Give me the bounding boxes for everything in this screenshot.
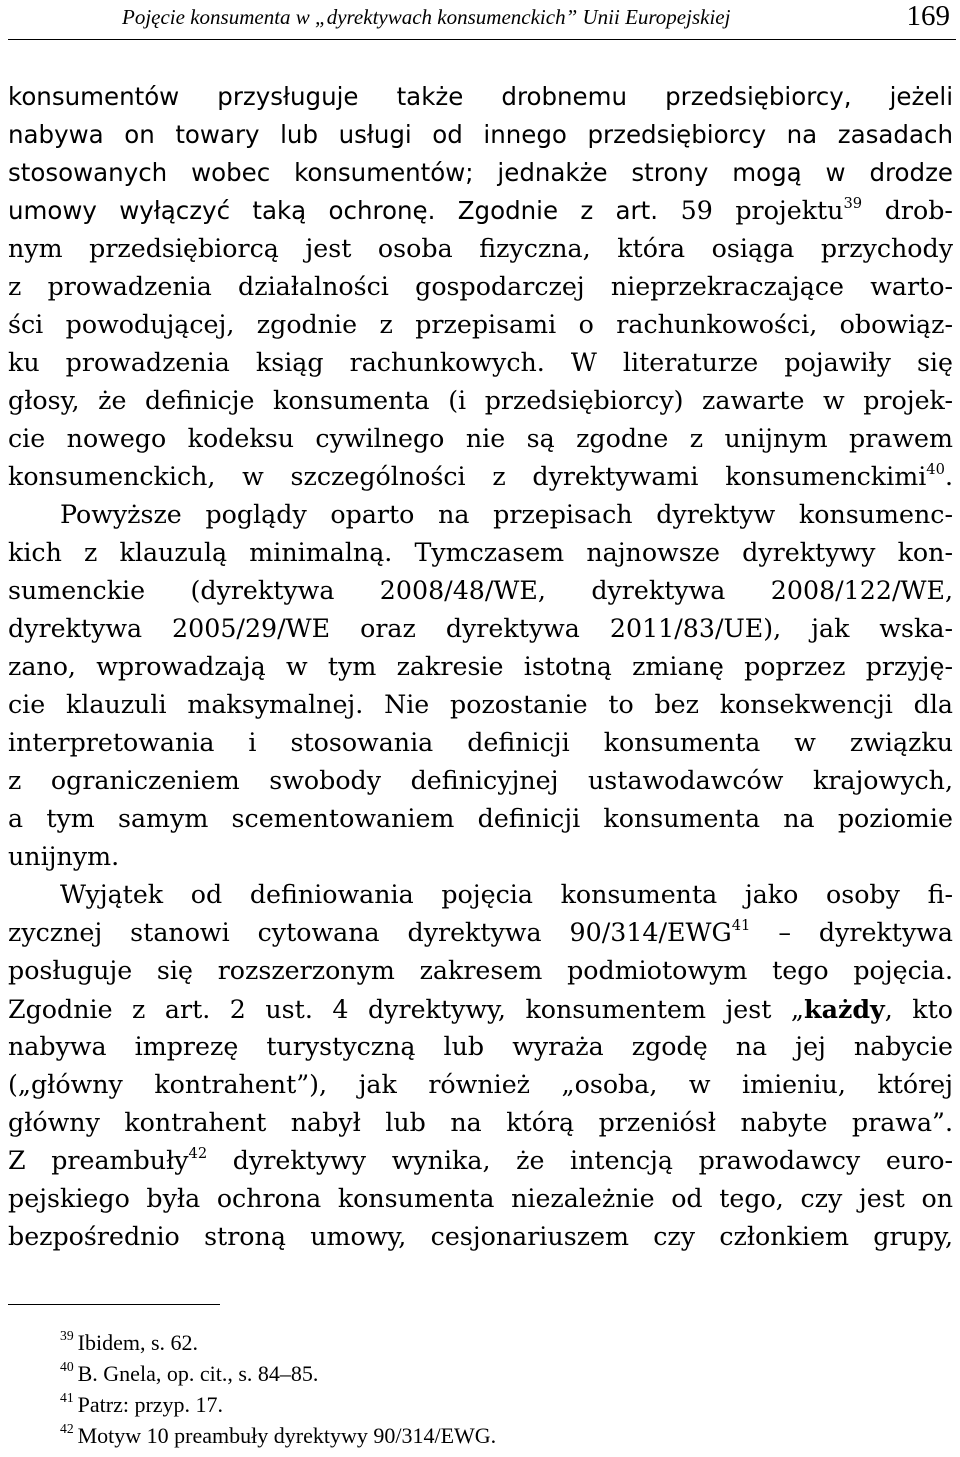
footnote-number: 41 — [60, 1389, 74, 1405]
text-fragment: zycznej stanowi cytowana dyrektywa 90/314/EWG — [8, 918, 732, 947]
text-line: cie nowego kodeksu cywilnego nie są zgodne z unijnym prawem — [8, 424, 953, 453]
text-fragment: drob- — [884, 196, 953, 225]
footnote-ref: 42 — [188, 1145, 208, 1162]
text-line: posługuje się rozszerzonym zakresem podmiotowym tego pojęcia. — [8, 956, 953, 985]
text-line: interpretowania i stosowania definicji konsumenta w związku — [8, 728, 953, 757]
footnote — [60, 1420, 496, 1451]
text-line: Wyjątek od definiowania pojęcia konsumenta jako osoby fi- — [60, 880, 953, 909]
text-line: ści powodującej, zgodnie z przepisami o rachunkowości, obowiąz- — [8, 310, 953, 339]
text-fragment: Zgodnie z art. 2 ust. 4 dyrektywy, konsumentem jest „ — [8, 995, 805, 1024]
text-line: („główny kontrahent”), jak również „osoba, w imieniu, której — [8, 1070, 953, 1099]
text-line: a tym samym scementowaniem definicji konsumenta na poziomie — [8, 804, 953, 833]
text-line — [8, 1142, 953, 1180]
bold-term: każdy — [804, 994, 885, 1024]
footnote — [60, 1358, 496, 1389]
text-line — [8, 990, 953, 1028]
footnote-ref: 41 — [731, 917, 751, 934]
text-line: ku prowadzenia ksiąg rachunkowych. W literaturze pojawiły się — [8, 348, 953, 377]
text-line: bezpośrednio stroną umowy, cesjonariuszem czy członkiem grupy, — [8, 1222, 953, 1251]
text-fragment: – dyrektywa — [750, 918, 953, 947]
text-line: z prowadzenia działalności gospodarczej nieprzekraczające warto- — [8, 272, 953, 301]
text-fragment: Z preambuły — [8, 1146, 189, 1175]
text-line: cie klauzuli maksymalnej. Nie pozostanie to bez konsekwencji dla — [8, 690, 953, 719]
text-line: stosowanych wobec konsumentów; jednakże strony mogą w drodze — [8, 158, 953, 187]
body-text — [8, 78, 953, 1256]
footnote-number: 39 — [60, 1327, 74, 1343]
footnote-text: Ibidem, s. 62. — [77, 1330, 199, 1355]
text-line: głosy, że definicje konsumenta (i przedsiębiorcy) zawarte w projek- — [8, 386, 953, 415]
footnotes — [60, 1327, 496, 1451]
footnote — [60, 1389, 496, 1420]
footnote-number: 42 — [60, 1420, 74, 1436]
text-fragment: umowy wyłączyć taką ochronę. Zgodnie z art. — [8, 196, 659, 225]
text-line: kich z klauzulą minimalną. Tymczasem najnowsze dyrektywy kon- — [8, 538, 953, 567]
text-line — [8, 914, 953, 952]
text-line: Powyższe poglądy oparto na przepisach dyrektyw konsumenc- — [60, 500, 953, 529]
running-title: Pojęcie konsumenta w „dyrektywach konsumenckich” Unii Europejskiej — [122, 5, 731, 29]
page-header — [0, 0, 960, 40]
text-line: pejskiego była ochrona konsumenta niezależnie od tego, czy jest on — [8, 1184, 953, 1213]
text-line — [8, 192, 953, 230]
footnote-number: 40 — [60, 1358, 74, 1374]
footnote-text: Patrz: przyp. 17. — [77, 1392, 224, 1417]
text-line: nym przedsiębiorcą jest osoba fizyczna, która osiąga przychody — [8, 234, 953, 263]
text-line: z ograniczeniem swobody definicyjnej ustawodawców krajowych, — [8, 766, 953, 795]
footnote — [60, 1327, 496, 1358]
text-fragment: , kto — [884, 995, 953, 1024]
text-line: konsumentów przysługuje także drobnemu przedsiębiorcy, jeżeli — [8, 82, 953, 111]
footnote-ref: 40 — [926, 461, 945, 478]
text-line: unijnym. — [8, 842, 120, 871]
footnote-rule — [8, 1304, 220, 1305]
footnote-text: Motyw 10 preambuły dyrektywy 90/314/EWG. — [77, 1423, 497, 1448]
text-line: nabywa on towary lub usługi od innego przedsiębiorcy na zasadach — [8, 120, 953, 149]
text-fragment: 59 projektu — [680, 196, 844, 225]
text-fragment: . — [944, 462, 953, 491]
text-line — [8, 458, 953, 496]
text-line: nabywa imprezę turystyczną lub wyraża zgodę na jej nabycie — [8, 1032, 953, 1061]
text-fragment: dyrektywy wynika, że intencją prawodawcy euro- — [207, 1146, 953, 1175]
footnote-ref: 39 — [843, 195, 863, 212]
text-line: sumenckie (dyrektywa 2008/48/WE, dyrektywa 2008/122/WE, — [8, 576, 953, 605]
text-fragment: konsumenckich, w szczególności z dyrektywami konsumenckimi — [8, 462, 927, 491]
footnote-text: B. Gnela, op. cit., s. 84–85. — [77, 1361, 319, 1386]
text-line: główny kontrahent nabył lub na którą przeniósł nabyte prawa”. — [8, 1108, 953, 1137]
page-number: 169 — [906, 0, 950, 32]
text-line: zano, wprowadzają w tym zakresie istotną zmianę poprzez przyję- — [8, 652, 953, 681]
header-rule — [8, 39, 956, 40]
text-line: dyrektywa 2005/29/WE oraz dyrektywa 2011/83/UE), jak wska- — [8, 614, 953, 643]
